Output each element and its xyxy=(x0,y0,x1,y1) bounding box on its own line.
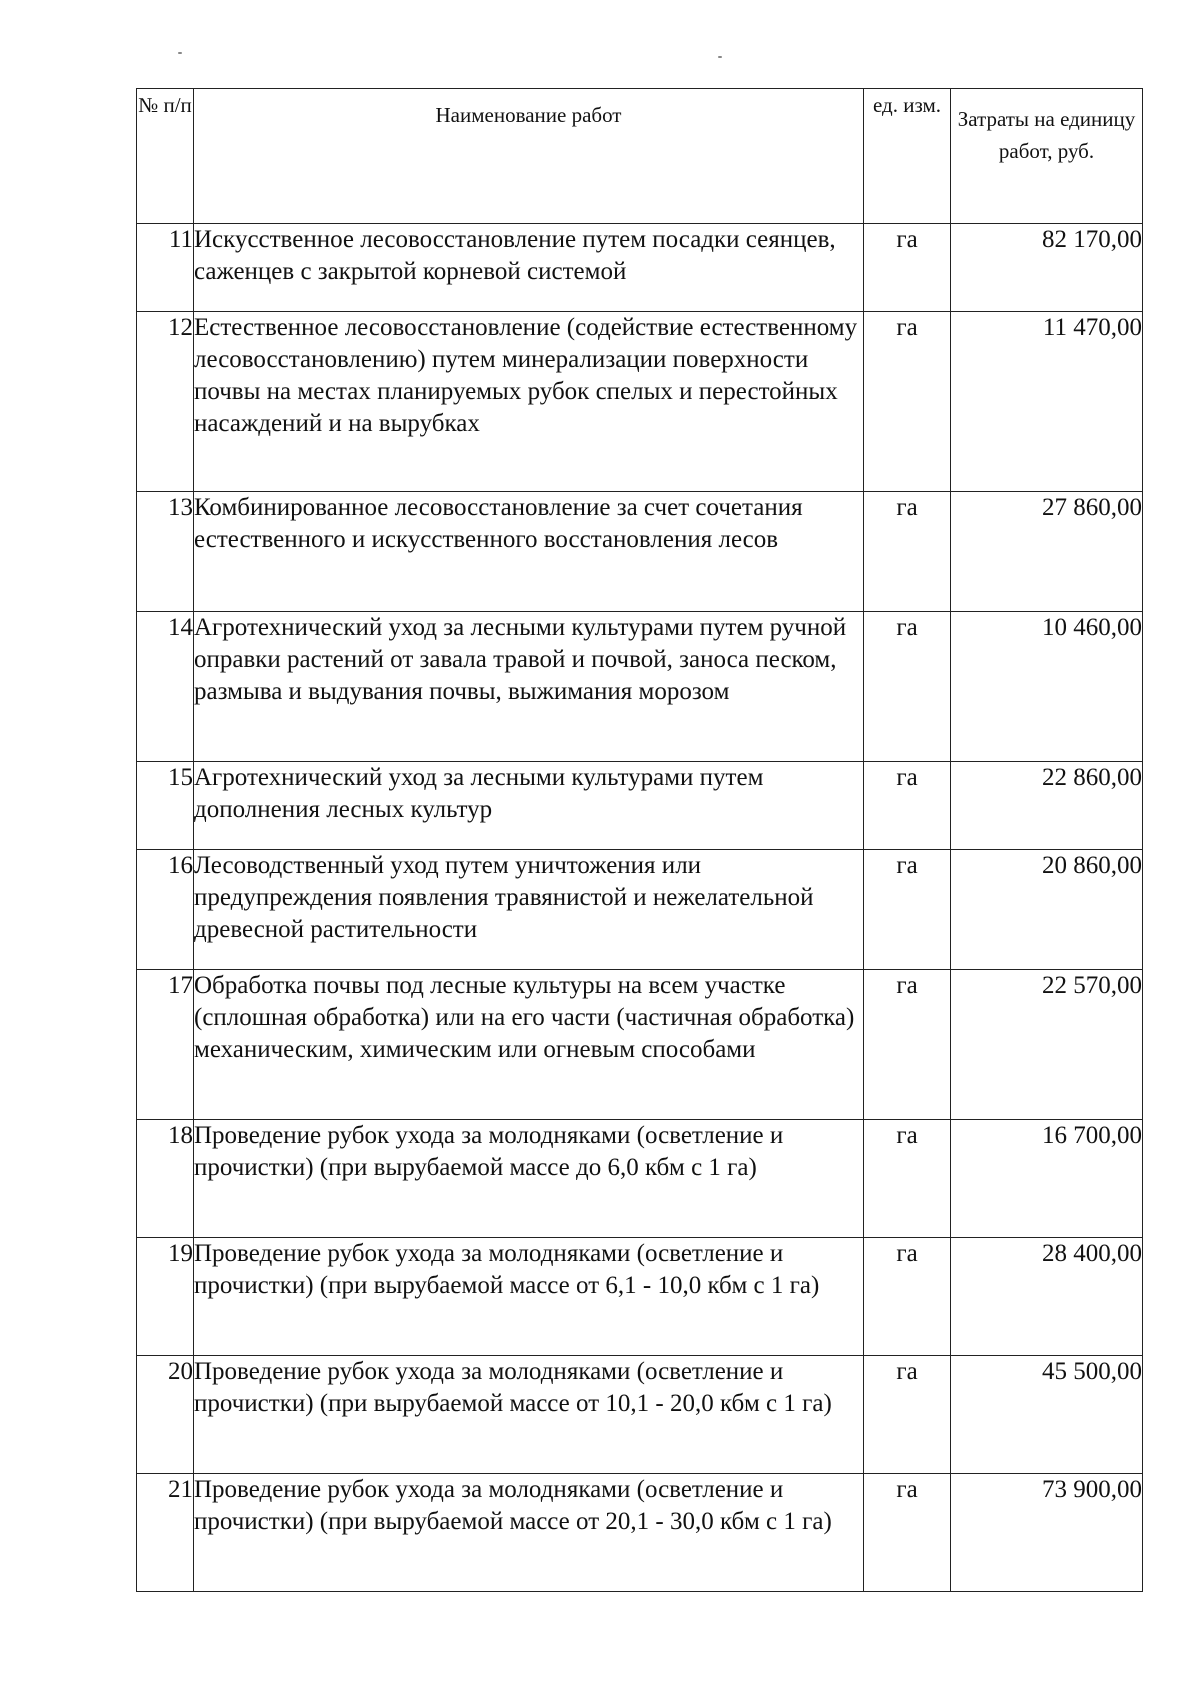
work-name: Лесоводственный уход путем уничтожения или предупреждения появления травянистой и нежелательной древесной растительности xyxy=(194,850,864,970)
cost-cell: 73 900,00 xyxy=(951,1474,1143,1592)
work-name: Естественное лесовосстановление (содействие естественному лесовосстановлению) путем минерализации поверхности почвы на местах планируемых рубок спелых и перестойных насаждений и на вырубках xyxy=(194,312,864,492)
header-unit: ед. изм. xyxy=(864,89,951,224)
cost-cell: 20 860,00 xyxy=(951,850,1143,970)
row-number: 17 xyxy=(137,970,194,1120)
table-row xyxy=(137,762,1143,850)
cost-cell: 27 860,00 xyxy=(951,492,1143,612)
table-row xyxy=(137,970,1143,1120)
scan-speck xyxy=(718,56,722,58)
unit-cell: га xyxy=(864,1356,951,1474)
work-name: Агротехнический уход за лесными культурами путем ручной оправки растений от завала травой и почвой, заноса песком, размыва и выдувания почвы, выжимания морозом xyxy=(194,612,864,762)
row-number: 14 xyxy=(137,612,194,762)
cost-cell: 22 860,00 xyxy=(951,762,1143,850)
cost-cell: 22 570,00 xyxy=(951,970,1143,1120)
work-name: Агротехнический уход за лесными культурами путем дополнения лесных культур xyxy=(194,762,864,850)
unit-cell: га xyxy=(864,970,951,1120)
unit-cell: га xyxy=(864,1474,951,1592)
scan-speck xyxy=(178,52,182,54)
row-number: 21 xyxy=(137,1474,194,1592)
unit-cell: га xyxy=(864,762,951,850)
cost-cell: 45 500,00 xyxy=(951,1356,1143,1474)
row-number: 15 xyxy=(137,762,194,850)
work-name: Комбинированное лесовосстановление за счет сочетания естественного и искусственного восстановления лесов xyxy=(194,492,864,612)
row-number: 18 xyxy=(137,1120,194,1238)
unit-cell: га xyxy=(864,612,951,762)
row-number: 16 xyxy=(137,850,194,970)
cost-cell: 11 470,00 xyxy=(951,312,1143,492)
work-name: Проведение рубок ухода за молодняками (осветление и прочистки) (при вырубаемой массе от 6,1 - 10,0 кбм с 1 га) xyxy=(194,1238,864,1356)
unit-cell: га xyxy=(864,1120,951,1238)
header-work-name: Наименование работ xyxy=(194,89,864,224)
table-row xyxy=(137,850,1143,970)
table-header-row xyxy=(137,89,1143,224)
unit-cell: га xyxy=(864,850,951,970)
table-row xyxy=(137,1474,1143,1592)
unit-cell: га xyxy=(864,492,951,612)
row-number: 12 xyxy=(137,312,194,492)
row-number: 19 xyxy=(137,1238,194,1356)
cost-cell: 82 170,00 xyxy=(951,224,1143,312)
header-cost: Затраты на единицу работ, руб. xyxy=(951,89,1143,224)
row-number: 20 xyxy=(137,1356,194,1474)
unit-cell: га xyxy=(864,1238,951,1356)
cost-table xyxy=(136,88,1143,1592)
table-row xyxy=(137,1356,1143,1474)
table-row xyxy=(137,312,1143,492)
unit-cell: га xyxy=(864,224,951,312)
table-row xyxy=(137,224,1143,312)
table-row xyxy=(137,612,1143,762)
table-row xyxy=(137,492,1143,612)
cost-cell: 10 460,00 xyxy=(951,612,1143,762)
cost-cell: 28 400,00 xyxy=(951,1238,1143,1356)
work-name: Обработка почвы под лесные культуры на всем участке (сплошная обработка) или на его части (частичная обработка) механическим, химическим или огневым способами xyxy=(194,970,864,1120)
row-number: 13 xyxy=(137,492,194,612)
work-name: Проведение рубок ухода за молодняками (осветление и прочистки) (при вырубаемой массе от 10,1 - 20,0 кбм с 1 га) xyxy=(194,1356,864,1474)
row-number: 11 xyxy=(137,224,194,312)
work-name: Проведение рубок ухода за молодняками (осветление и прочистки) (при вырубаемой массе от 20,1 - 30,0 кбм с 1 га) xyxy=(194,1474,864,1592)
cost-cell: 16 700,00 xyxy=(951,1120,1143,1238)
work-name: Искусственное лесовосстановление путем посадки сеянцев, саженцев с закрытой корневой системой xyxy=(194,224,864,312)
table-row xyxy=(137,1120,1143,1238)
work-name: Проведение рубок ухода за молодняками (осветление и прочистки) (при вырубаемой массе до 6,0 кбм с 1 га) xyxy=(194,1120,864,1238)
header-number: № п/п xyxy=(137,89,194,224)
unit-cell: га xyxy=(864,312,951,492)
table-row xyxy=(137,1238,1143,1356)
